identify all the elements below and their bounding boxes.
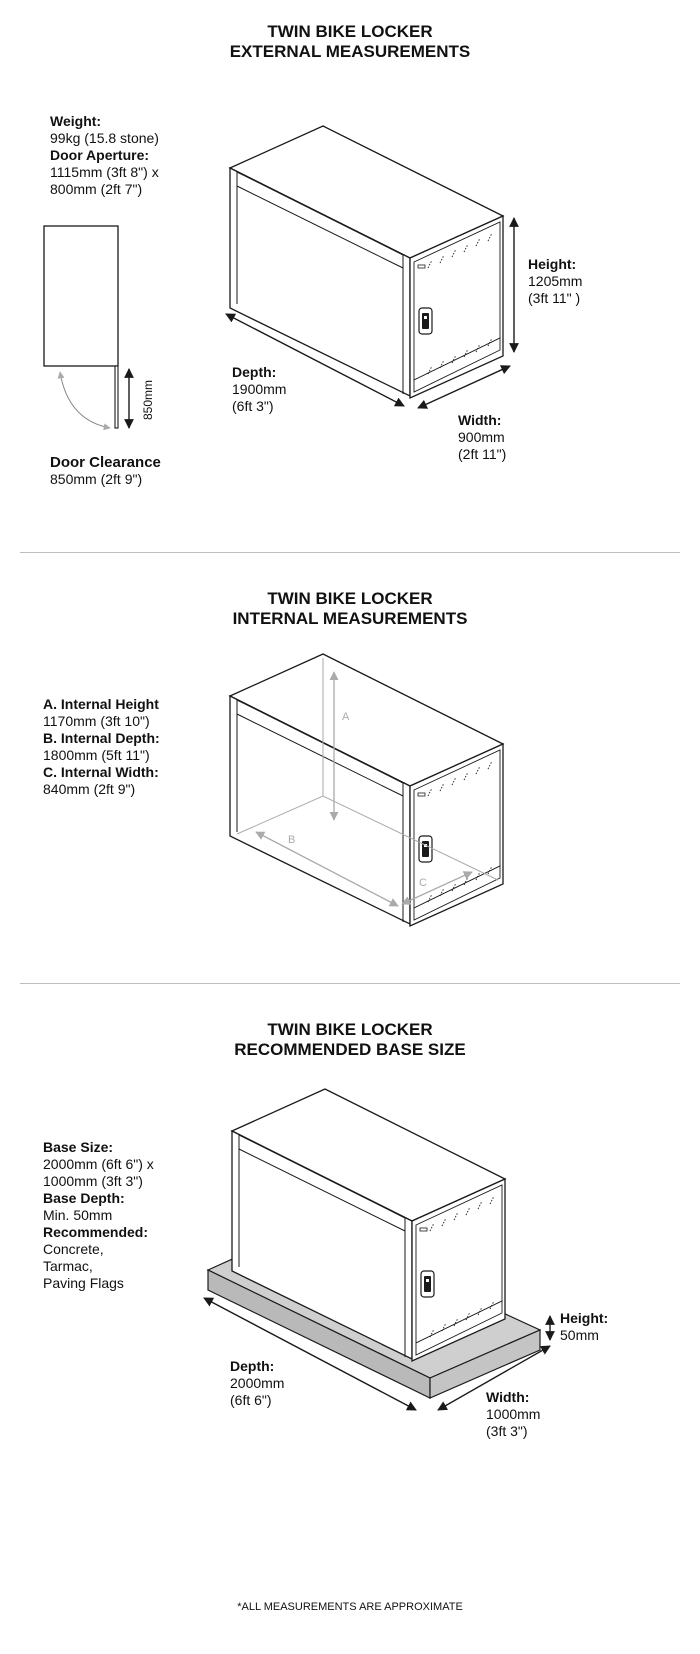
marker-a: A (342, 711, 350, 723)
base-specs: Base Size: 2000mm (6ft 6") x 1000mm (3ft 3") Base Depth: Min. 50mm Recommended: Concrete, Tarmac, Paving Flags (43, 1139, 154, 1291)
base-height-spec: Height: 50mm (560, 1310, 609, 1343)
base-depth-spec: Depth: 2000mm (6ft 6") (230, 1358, 285, 1408)
marker-b: B (288, 834, 296, 846)
width-spec: Width: 900mm (2ft 11") (458, 412, 507, 462)
height-spec: Height: 1205mm (3ft 11" ) (528, 256, 583, 306)
marker-c: C (419, 877, 427, 889)
weight-spec: Weight: 99kg (15.8 stone) Door Aperture: 1115mm (3ft 8") x 800mm (2ft 7") (50, 113, 159, 197)
base-width-spec: Width: 1000mm (3ft 3") (486, 1389, 541, 1439)
external-title: TWIN BIKE LOCKER EXTERNAL MEASUREMENTS (229, 22, 471, 61)
footnote: *ALL MEASUREMENTS ARE APPROXIMATE (237, 1601, 463, 1613)
internal-specs: A. Internal Height 1170mm (3ft 10") B. Internal Depth: 1800mm (5ft 11") C. Internal Width: 840mm (2ft 9") (43, 696, 160, 797)
door-dimension: 850mm (141, 379, 155, 420)
door-clearance-spec: Door Clearance 850mm (2ft 9") (50, 454, 161, 487)
internal-title: TWIN BIKE LOCKER INTERNAL MEASUREMENTS (232, 589, 468, 628)
depth-spec: Depth: 1900mm (6ft 3") (232, 364, 287, 414)
base-title: TWIN BIKE LOCKER RECOMMENDED BASE SIZE (234, 1020, 466, 1059)
